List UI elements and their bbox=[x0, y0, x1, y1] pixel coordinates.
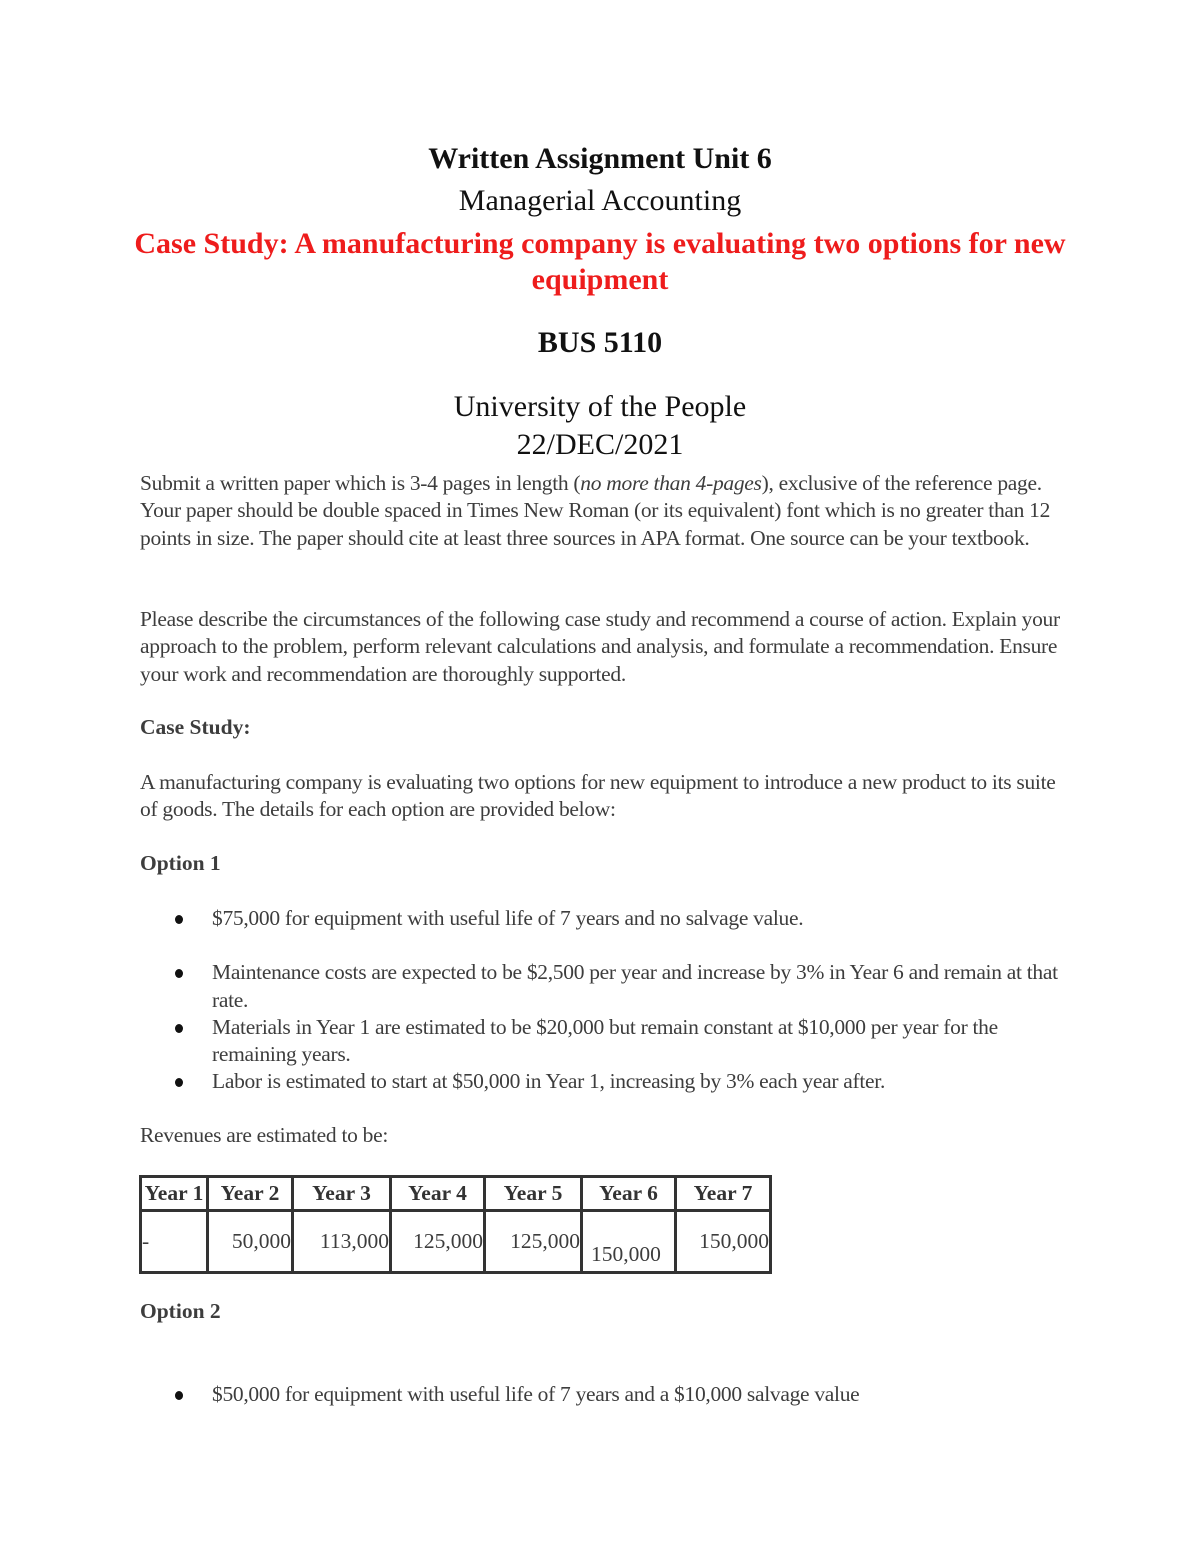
table-header: Year 3 bbox=[293, 1177, 391, 1211]
instructions-text: Submit a written paper which is 3-4 pages in length ( bbox=[140, 471, 581, 495]
case-study-intro: A manufacturing company is evaluating two options for new equipment to introduce a new product to its suite of goods. The details for each option are provided below: bbox=[140, 770, 1056, 822]
table-header: Year 6 bbox=[582, 1177, 676, 1211]
table-cell: 50,000 bbox=[208, 1211, 293, 1273]
revenue-table bbox=[139, 1175, 772, 1274]
task-paragraph: Please describe the circumstances of the following case study and recommend a course of action. Explain your approach to the problem, perform relevant calculations and analysis, and formulate a recommendation. Ensure your work and recommendation are thoroughly supported. bbox=[140, 607, 1060, 686]
list-item-text: $75,000 for equipment with useful life of 7 years and no salvage value. bbox=[212, 906, 804, 930]
case-study-title: Case Study: A manufacturing company is evaluating two options for new equipment bbox=[134, 227, 1066, 296]
list-item-text: Labor is estimated to start at $50,000 in Year 1, increasing by 3% each year after. bbox=[212, 1069, 886, 1094]
bullet-icon bbox=[175, 1024, 183, 1033]
table-cell: 125,000 bbox=[391, 1211, 485, 1273]
table-header-row bbox=[141, 1177, 771, 1211]
table-cell: 125,000 bbox=[485, 1211, 582, 1273]
bullet-icon bbox=[175, 969, 183, 978]
list-item bbox=[140, 1014, 1070, 1069]
table-cell: 150,000 bbox=[676, 1211, 771, 1273]
table-header: Year 2 bbox=[208, 1177, 293, 1211]
list-item bbox=[140, 959, 1070, 1014]
instructions-text-cont: ), exclusive of the reference page. Your paper should be double spaced in Times New Roman (or its equivalent) font which is no greater than 12 points in size. The paper should cite at least three sources in APA format. One source can be your textbook. bbox=[140, 471, 1051, 550]
list-item bbox=[140, 1068, 1070, 1095]
option-2-list bbox=[140, 1381, 1070, 1408]
list-item-text: $50,000 for equipment with useful life of 7 years and a $10,000 salvage value bbox=[212, 1382, 860, 1406]
revenues-label: Revenues are estimated to be: bbox=[140, 1123, 389, 1147]
document-date: 22/DEC/2021 bbox=[516, 428, 684, 461]
table-cell: - bbox=[141, 1211, 208, 1273]
case-study-heading: Case Study: bbox=[140, 715, 251, 739]
table-cell: 150,000 bbox=[582, 1211, 676, 1273]
instructions-paragraph bbox=[140, 470, 1070, 552]
list-item-text: Materials in Year 1 are estimated to be $20,000 but remain constant at $10,000 per year for the remaining years. bbox=[212, 1014, 998, 1067]
bullet-icon bbox=[175, 1078, 183, 1087]
table-header: Year 7 bbox=[676, 1177, 771, 1211]
option-1-heading: Option 1 bbox=[140, 851, 221, 875]
list-item-text: Maintenance costs are expected to be $2,500 per year and increase by 3% in Year 6 and remain at that rate. bbox=[212, 960, 1058, 1012]
option-2-heading: Option 2 bbox=[140, 1299, 221, 1323]
bullet-icon bbox=[175, 915, 183, 924]
option-1-list bbox=[140, 905, 1070, 1096]
course-code: BUS 5110 bbox=[537, 326, 663, 359]
list-item bbox=[140, 1381, 1070, 1408]
table-header: Year 1 bbox=[141, 1177, 208, 1211]
page-limit-emphasis: no more than 4-pages bbox=[580, 471, 762, 495]
document-title: Written Assignment Unit 6 bbox=[428, 142, 772, 175]
list-item bbox=[140, 905, 1070, 932]
table-header: Year 5 bbox=[485, 1177, 582, 1211]
table-header: Year 4 bbox=[391, 1177, 485, 1211]
document-subtitle: Managerial Accounting bbox=[458, 184, 742, 217]
table-cell: 113,000 bbox=[293, 1211, 391, 1273]
table-row bbox=[141, 1211, 771, 1273]
bullet-icon bbox=[175, 1391, 183, 1400]
university-name: University of the People bbox=[453, 390, 747, 423]
